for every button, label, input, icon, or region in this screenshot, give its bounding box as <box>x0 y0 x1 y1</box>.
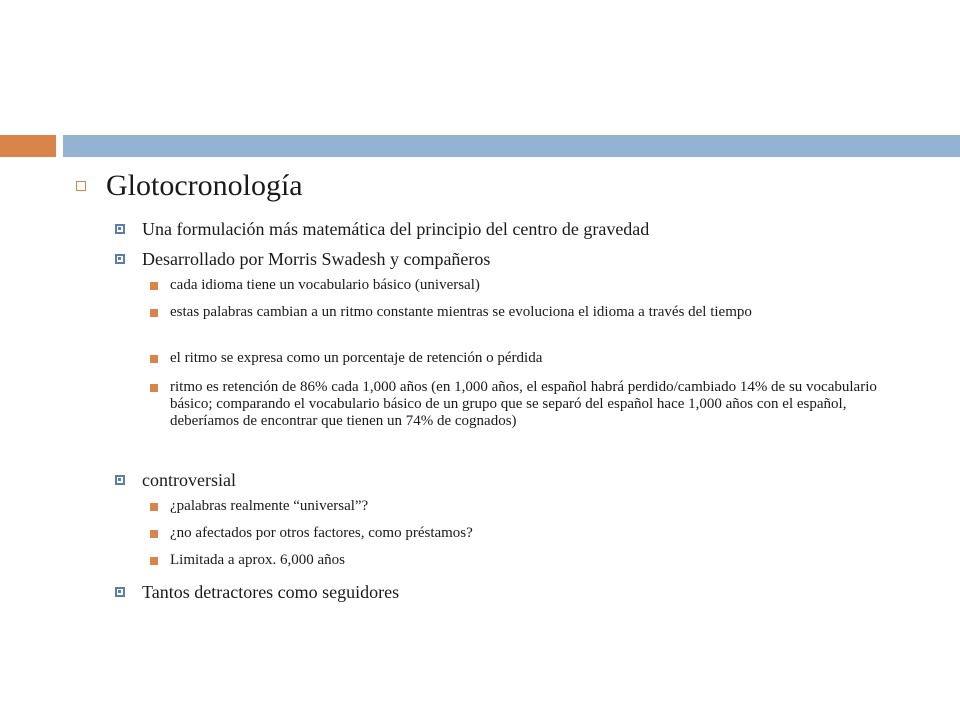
square-bullet-icon <box>115 475 125 485</box>
square-bullet-icon <box>150 384 158 392</box>
square-bullet-icon <box>76 181 86 191</box>
square-bullet-icon <box>150 557 158 565</box>
bullet-text: ritmo es retención de 86% cada 1,000 años (en 1,000 años, el español habrá perdido/cambiado 14% de su vocabulario básico; comparando el vocabulario básico de un grupo que se separó del español hace 1,000 años con el español, deberíamos de encontrar que tienen un 74% de cognados) <box>170 379 877 429</box>
bullet-text: Desarrollado por Morris Swadesh y compañeros <box>142 249 491 269</box>
slide-title: Glotocronología <box>106 169 303 202</box>
square-bullet-icon <box>115 224 125 234</box>
bullet-text: ¿no afectados por otros factores, como préstamos? <box>170 525 473 541</box>
square-bullet-icon <box>115 587 125 597</box>
square-bullet-icon <box>115 254 125 264</box>
square-bullet-icon <box>150 355 158 363</box>
square-bullet-icon <box>150 282 158 290</box>
bullet-text: Una formulación más matemática del principio del centro de gravedad <box>142 219 650 239</box>
bullet-text: Tantos detractores como seguidores <box>142 582 400 602</box>
square-bullet-icon <box>150 309 158 317</box>
bullet-text: ¿palabras realmente “universal”? <box>170 498 369 514</box>
bullet-text: cada idioma tiene un vocabulario básico (universal) <box>170 277 480 293</box>
bullet-text: el ritmo se expresa como un porcentaje de retención o pérdida <box>170 350 543 366</box>
bullet-text: estas palabras cambian a un ritmo constante mientras se evoluciona el idioma a través del tiempo <box>170 304 752 320</box>
square-bullet-icon <box>150 530 158 538</box>
bullet-text: controversial <box>142 470 236 490</box>
bullet-text: Limitada a aprox. 6,000 años <box>170 552 345 568</box>
square-bullet-icon <box>150 503 158 511</box>
